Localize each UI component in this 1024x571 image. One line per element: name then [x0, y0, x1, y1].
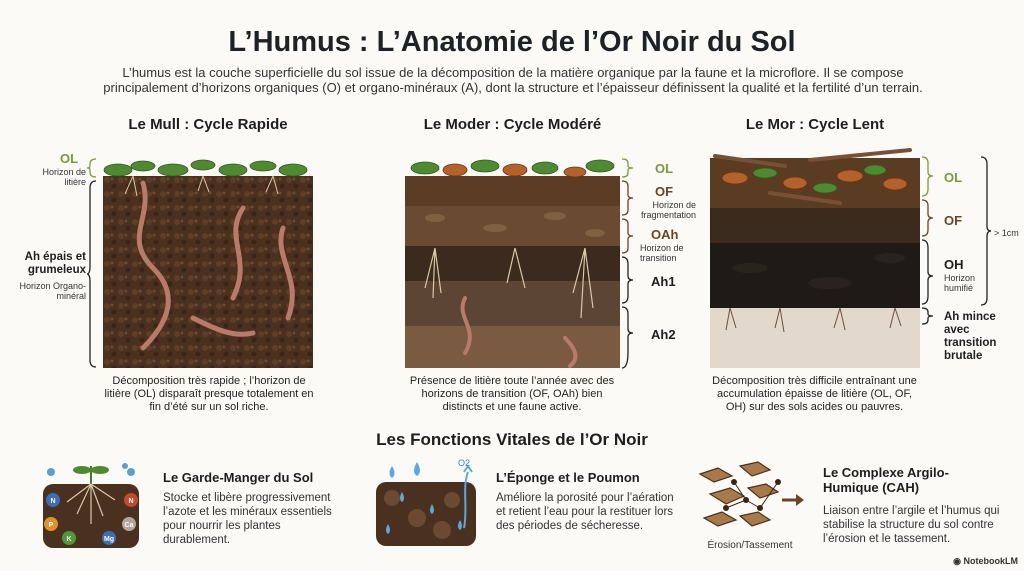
notebooklm-logo-icon: ◉	[953, 556, 964, 566]
erosion-label: Érosion/Tassement	[707, 540, 793, 551]
notebooklm-badge	[953, 556, 1018, 567]
mull-title: Le Mull : Cycle Rapide	[128, 116, 288, 133]
mull-ah-label: Ah épais et grumeleux	[24, 251, 86, 276]
moder-brackets	[621, 158, 635, 370]
nutrient-mg-icon: Mg	[103, 536, 115, 543]
moder-caption: Présence de litière toute l’année avec des horizons de transition (OF, OAh) bien distincts et une faune active.	[409, 375, 615, 413]
mor-oh-label: OH	[944, 257, 964, 272]
mull-ol-label: OL	[60, 151, 79, 166]
sponge-lung-icon	[372, 458, 482, 550]
moder-ah2-label: Ah2	[651, 327, 676, 342]
brand-label: NotebookLM	[963, 556, 1018, 566]
mor-soil-illustration	[710, 148, 920, 368]
mor-of-label: OF	[944, 213, 963, 228]
o2-label: O2	[458, 458, 471, 468]
function-2-title: L’Éponge et le Poumon	[496, 470, 640, 485]
mull-ol-sublabel: Horizon de litière	[42, 167, 86, 187]
moder-ah1-label: Ah1	[651, 274, 676, 289]
moder-title: Le Moder : Cycle Modéré	[423, 116, 602, 133]
mull-soil-illustration	[103, 148, 313, 368]
nutrient-n-icon: N	[50, 498, 56, 505]
nutrient-p-icon: P	[48, 522, 54, 529]
moder-soil-illustration	[405, 148, 620, 368]
mor-oh-sublabel: Horizon humifié	[944, 273, 976, 293]
clay-humus-complex-icon	[690, 460, 808, 540]
function-2-text: Améliore la porosité pour l’aération et retient l’eau pour la restituer lors des périodes de sécheresse.	[496, 492, 674, 532]
function-3-text: Liaison entre l’argile et l’humus qui stabilise la structure du sol contre l’érosion et le tassement.	[823, 505, 1000, 545]
mor-title: Le Mor : Cycle Lent	[745, 116, 885, 133]
nutrient-ca-icon: Ca	[124, 522, 134, 529]
function-3-title: Le Complexe Argilo-Humique (CAH)	[823, 465, 949, 495]
moder-oah-label: OAh	[651, 227, 679, 242]
mull-ol-bracket	[86, 158, 98, 178]
mor-depth-label: > 1cm	[994, 228, 1019, 238]
function-1-title: Le Garde-Manger du Sol	[163, 470, 314, 485]
mull-ah-bracket	[86, 180, 98, 368]
moder-ol-label: OL	[655, 161, 674, 176]
moder-of-sublabel: Horizon de fragmentation	[640, 200, 696, 220]
nutrient-n2-icon: N	[128, 498, 134, 505]
functions-section-title: Les Fonctions Vitales de l’Or Noir	[376, 430, 648, 449]
mull-ah-sublabel: Horizon Organo-minéral	[19, 281, 86, 301]
mor-ol-label: OL	[944, 170, 963, 185]
mor-ah-label: Ah mince avec transition brutale	[944, 311, 997, 362]
moder-of-label: OF	[655, 184, 674, 199]
mor-brackets	[921, 156, 935, 366]
mor-caption: Décomposition très difficile entraînant une accumulation épaisse de litière (OL, OF, OH) sur des sols acides ou pauvres.	[712, 375, 917, 413]
function-1-text: Stocke et libère progressivement l’azote et les minéraux essentiels pour nourrir les plantes durablement.	[163, 492, 332, 546]
intro-text: L’humus est la couche superficielle du sol issue de la décomposition de la matière organique par la faune et la microflore. Il se compose principalement d’horizons organiques (O) et organo-minéraux (A), dont la structure et l’épaisseur définissent la qualité et la fertilité d’un terrain.	[103, 65, 923, 95]
moder-oah-sublabel: Horizon de transition	[640, 243, 684, 263]
page-title: L’Humus : L’Anatomie de l’Or Noir du Sol	[228, 26, 796, 58]
nutrient-pantry-icon	[35, 462, 147, 550]
mull-caption: Décomposition très rapide ; l’horizon de litière (OL) disparaît presque totalement en fin d’été sur un sol riche.	[104, 375, 314, 413]
nutrient-k-icon: K	[66, 536, 72, 543]
